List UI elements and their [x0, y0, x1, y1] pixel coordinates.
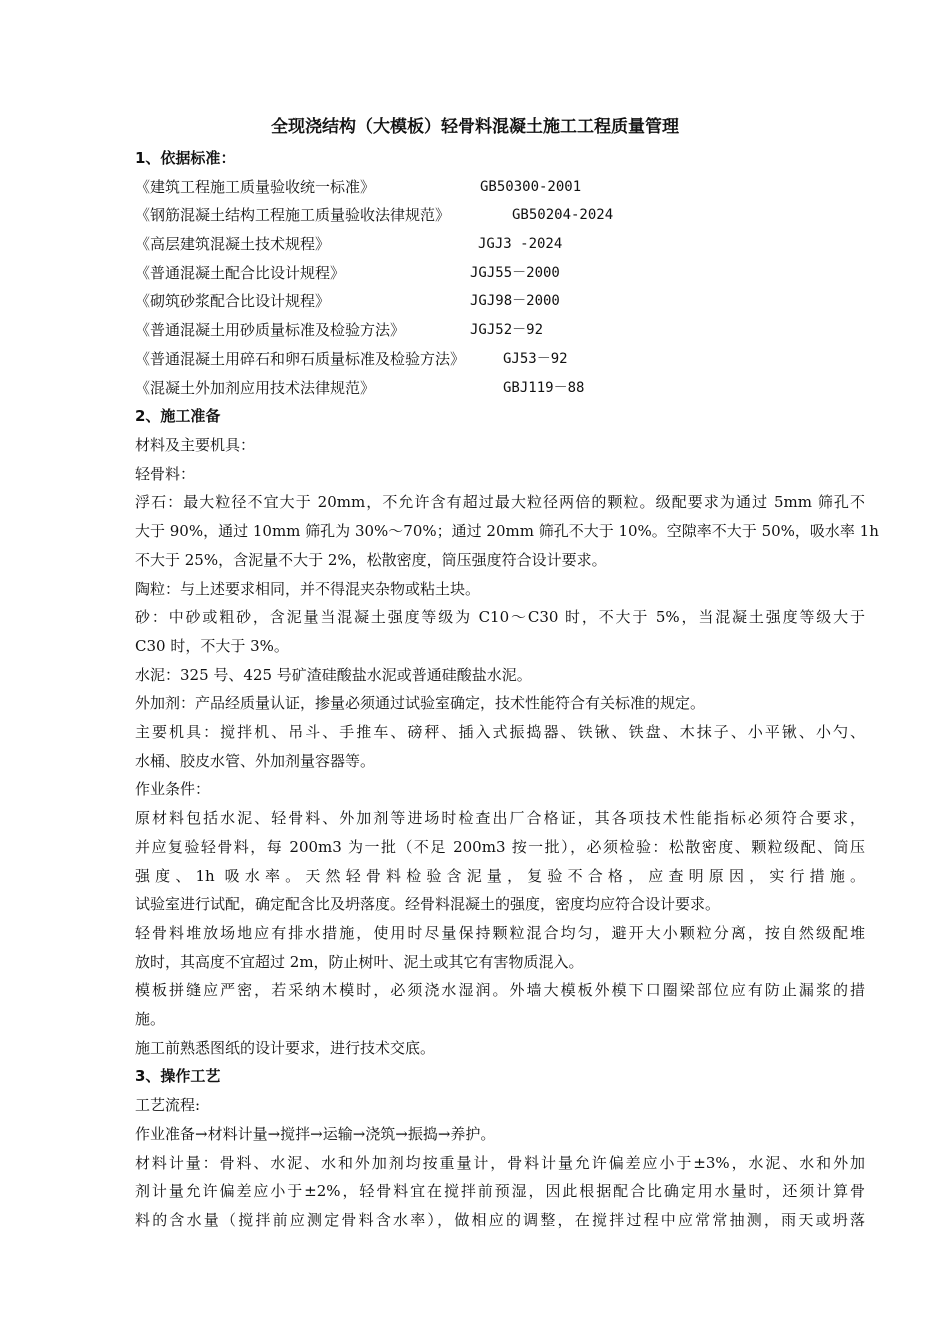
standard-name: 《混凝土外加剂应用技术法律规范》 — [135, 379, 376, 397]
standard-code: GB50204-2024 — [512, 207, 614, 223]
standard-name: 《普通混凝土用碎石和卵石质量标准及检验方法》 — [135, 350, 466, 368]
standard-code: GBJ119－88 — [503, 380, 585, 396]
standard-row — [135, 316, 865, 344]
paragraph-line: 施工前熟悉图纸的设计要求，进行技术交底。 — [135, 1039, 436, 1057]
paragraph-line: 作业准备→材料计量→搅拌→运输→浇筑→振捣→养护。 — [135, 1125, 496, 1143]
standard-row — [135, 374, 865, 402]
standard-row — [135, 230, 865, 258]
paragraph-line: 陶粒：与上述要求相同，并不得混夹杂物或粘土块。 — [135, 580, 481, 598]
standard-name: 《高层建筑混凝土技术规程》 — [135, 235, 331, 253]
paragraph-line: 放时，其高度不宜超过 2m，防止树叶、泥土或其它有害物质混入。 — [135, 953, 584, 971]
paragraph-line: 施。 — [135, 1010, 166, 1028]
standard-row — [135, 173, 865, 201]
paragraph-line: C30 时，不大于 3%。 — [135, 637, 289, 655]
section-heading-standards: 1、依据标准： — [135, 149, 236, 167]
standard-code: JGJ3 -2024 — [478, 236, 563, 252]
paragraph-line: 材料计量：骨料、水泥、水和外加剂均按重量计，骨料计量允许偏差应小于±3%，水泥、水和外加 — [135, 1154, 865, 1172]
paragraph-line: 水桶、胶皮水管、外加剂量容器等。 — [135, 752, 376, 770]
paragraph-line: 强度、1h 吸水率。天然轻骨料检验含泥量，复验不合格，应查明原因，实行措施。 — [135, 867, 865, 885]
paragraph-line: 主要机具：搅拌机、吊斗、手推车、磅秤、插入式振捣器、铁锹、铁盘、木抹子、小平锹、小勺、 — [135, 723, 865, 741]
standard-row — [135, 345, 865, 373]
standard-code: JGJ52－92 — [470, 322, 544, 338]
paragraph-line: 原材料包括水泥、轻骨料、外加剂等进场时检查出厂合格证，其各项技术性能指标必须符合要求， — [135, 809, 865, 827]
paragraph-line: 作业条件： — [135, 780, 211, 798]
paragraph-line: 大于 90%，通过 10mm 筛孔为 30%～70%；通过 20mm 筛孔不大于 10%。空隙率不大于 50%，吸水率 1h — [135, 522, 879, 540]
standard-row — [135, 287, 865, 315]
paragraph-line: 水泥：325 号、425 号矿渣硅酸盐水泥或普通硅酸盐水泥。 — [135, 666, 532, 684]
paragraph-line: 不大于 25%，含泥量不大于 2%，松散密度，筒压强度符合设计要求。 — [135, 551, 607, 569]
standard-name: 《钢筋混凝土结构工程施工质量验收法律规范》 — [135, 206, 451, 224]
page-title: 全现浇结构（大模板）轻骨料混凝土施工工程质量管理 — [271, 117, 679, 137]
paragraph-line: 轻骨料： — [135, 465, 196, 483]
standard-code: JGJ55－2000 — [470, 265, 560, 281]
paragraph-line: 浮石：最大粒径不宜大于 20mm，不允许含有超过最大粒径两倍的颗粒。级配要求为通过 5mm 筛孔不 — [135, 493, 865, 511]
paragraph-line: 外加剂：产品经质量认证，掺量必须通过试验室确定，技术性能符合有关标准的规定。 — [135, 694, 706, 712]
standard-code: GJ53－92 — [503, 351, 568, 367]
standard-row — [135, 259, 865, 287]
standard-name: 《建筑工程施工质量验收统一标准》 — [135, 178, 376, 196]
section-heading-process: 3、操作工艺 — [135, 1067, 221, 1085]
paragraph-line: 模板拼缝应严密，若采纳木模时，必须浇水湿润。外墙大模板外模下口圈梁部位应有防止漏浆的措 — [135, 981, 865, 999]
paragraph-line: 试验室进行试配，确定配含比及坍落度。经骨料混凝土的强度，密度均应符合设计要求。 — [135, 895, 721, 913]
paragraph-line: 工艺流程: — [135, 1096, 201, 1114]
standard-code: GB50300-2001 — [480, 179, 582, 195]
paragraph-line: 材料及主要机具： — [135, 436, 256, 454]
paragraph-line: 砂：中砂或粗砂，含泥量当混凝土强度等级为 C10～C30 时，不大于 5%，当混凝土强度等级大于 — [135, 608, 865, 626]
standard-name: 《普通混凝土用砂质量标准及检验方法》 — [135, 321, 406, 339]
standard-name: 《砌筑砂浆配合比设计规程》 — [135, 292, 331, 310]
paragraph-line: 剂计量允许偏差应小于±2%，轻骨料宜在搅拌前预湿，因此根据配合比确定用水量时，还须计算骨 — [135, 1182, 865, 1200]
paragraph-line: 轻骨料堆放场地应有排水措施，使用时尽量保持颗粒混合均匀，避开大小颗粒分离，按自然级配堆 — [135, 924, 865, 942]
standard-code: JGJ98－2000 — [470, 293, 560, 309]
paragraph-line: 并应复验轻骨料，每 200m3 为一批（不足 200m3 按一批），必须检验：松散密度、颗粒级配、筒压 — [135, 838, 865, 856]
paragraph-line: 料的含水量（搅拌前应测定骨料含水率），做相应的调整，在搅拌过程中应常常抽测，雨天或坍落 — [135, 1211, 865, 1229]
section-heading-preparation: 2、施工准备 — [135, 407, 221, 425]
standard-name: 《普通混凝土配合比设计规程》 — [135, 264, 346, 282]
standard-row — [135, 201, 865, 229]
